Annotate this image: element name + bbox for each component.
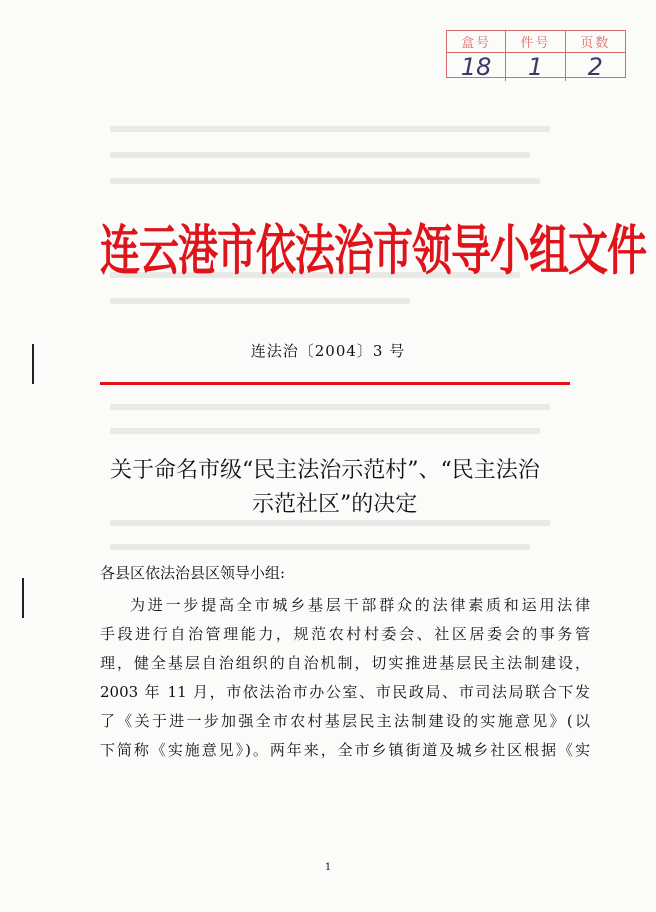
issuer-title: 连云港市依法治市领导小组文件 (100, 220, 646, 283)
title-line-1: 关于命名市级“民主法治示范村”、“民主法治 (110, 458, 540, 483)
stamp-value-box: 18 (447, 53, 506, 81)
stamp-header-box: 盒号 (447, 31, 506, 53)
bleed-through-line (110, 178, 540, 184)
document-title (110, 454, 570, 522)
bleed-through-line (110, 404, 550, 410)
bleed-through-line (110, 298, 410, 304)
document-number: 连法治〔2004〕3 号 (250, 342, 406, 360)
binding-mark (22, 578, 24, 618)
bleed-through-line (110, 126, 550, 132)
archive-stamp (446, 30, 626, 81)
bleed-through-line (110, 428, 540, 434)
stamp-header-item: 件号 (506, 31, 565, 53)
body-line: 下简称《实施意见》)。两年来，全市乡镇街道及城乡社区根据《实 (100, 741, 590, 759)
body-line: 为进一步提高全市城乡基层干部群众的法律素质和运用法律 (130, 596, 590, 614)
body-line: 了《关于进一步加强全市农村基层民主法制建设的实施意见》(以 (100, 712, 590, 730)
title-line-2: 示范社区”的决定 (252, 492, 418, 517)
stamp-value-item: 1 (506, 53, 565, 81)
salutation: 各县区依法治县区领导小组: (100, 564, 286, 582)
binding-mark (32, 344, 34, 384)
bleed-through-line (110, 152, 530, 158)
stamp-header-pages: 页数 (566, 31, 625, 53)
bleed-through-line (110, 544, 530, 550)
page-number: 1 (324, 862, 332, 873)
stamp-value-pages: 2 (587, 53, 603, 81)
body-line: 理，健全基层自治组织的自治机制，切实推进基层民主法制建设， (100, 654, 590, 672)
body-line: 2003 年 11 月，市依法治市办公室、市民政局、市司法局联合下发 (100, 683, 590, 701)
red-separator-line (100, 382, 570, 385)
body-paragraph (100, 591, 590, 765)
body-line: 手段进行自治管理能力，规范农村村委会、社区居委会的事务管 (100, 625, 590, 643)
